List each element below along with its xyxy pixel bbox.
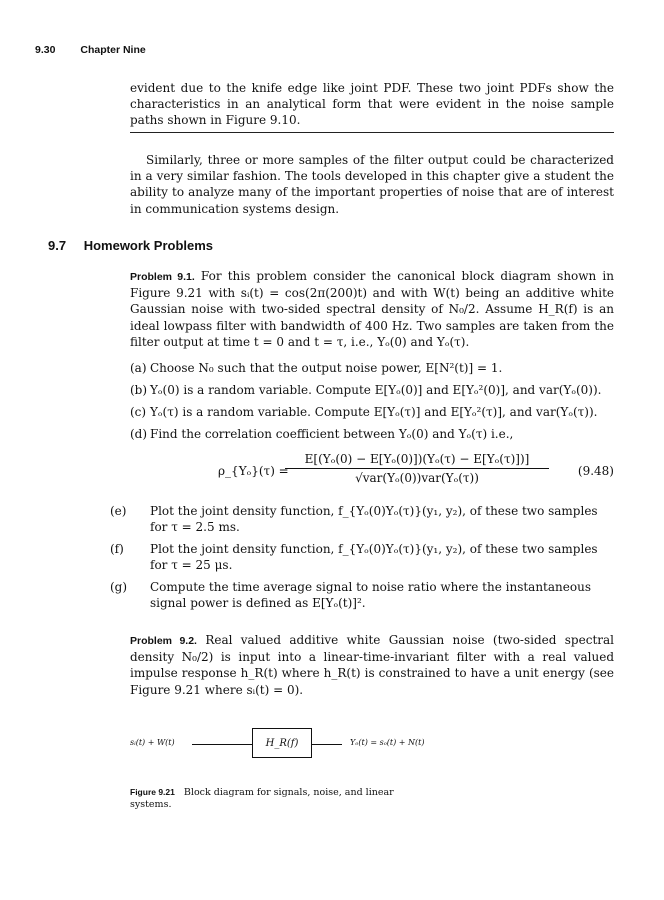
problem-9-2 bbox=[130, 632, 614, 698]
second-paragraph: Similarly, three or more samples of the filter output could be characterized in a very similar fashion. The tools developed in this chapter give a student the ability to analyze many of the important properties of noise that are of interest in communication systems design. bbox=[130, 153, 614, 216]
divider-rule bbox=[130, 132, 614, 133]
equation-lhs: ρ_{Yₒ}(τ) = bbox=[218, 464, 289, 478]
section-number: 9.7 bbox=[48, 238, 67, 253]
intro-paragraph: evident due to the knife edge like joint PDF. These two joint PDFs show the characteristics in an analytical form that were evident in the noise sample paths shown in Figure 9.10. bbox=[130, 81, 614, 128]
item-g-label: (g) bbox=[110, 580, 128, 594]
problem-9-1 bbox=[130, 268, 614, 350]
item-b-text: Yₒ(0) is a random variable. Compute E[Yₒ(0)] and E[Yₒ²(0)], and var(Yₒ(0)). bbox=[150, 383, 602, 397]
figure-caption-label: Figure 9.21 bbox=[130, 787, 175, 797]
block-diagram bbox=[130, 720, 460, 770]
chapter-title: Chapter Nine bbox=[80, 44, 146, 56]
equation-numerator: E[(Yₒ(0) − E[Yₒ(0)])(Yₒ(τ) − E[Yₒ(τ)])] bbox=[285, 452, 549, 469]
item-f-text: Plot the joint density function, f_{Yₒ(0)Yₒ(τ)}(y₁, y₂), of these two samples for τ = 25 μs. bbox=[150, 542, 598, 572]
item-d-text: Find the correlation coefficient between Yₒ(0) and Yₒ(τ) i.e., bbox=[150, 427, 514, 441]
problem-9-2-label: Problem 9.2. bbox=[130, 635, 197, 647]
item-g-text: Compute the time average signal to noise ratio where the instantaneous signal power is defined as E[Yₒ(t)]². bbox=[150, 580, 591, 610]
problem-9-1-label: Problem 9.1. bbox=[130, 271, 195, 283]
item-a-text: Choose N₀ such that the output noise power, E[N²(t)] = 1. bbox=[150, 361, 503, 375]
item-d bbox=[130, 426, 614, 442]
item-a-label: (a) bbox=[130, 361, 147, 375]
item-a bbox=[130, 360, 614, 376]
equation-number: (9.48) bbox=[577, 464, 614, 478]
page-header bbox=[35, 44, 146, 56]
section-heading bbox=[48, 238, 213, 253]
item-e-text: Plot the joint density function, f_{Yₒ(0)Yₒ(τ)}(y₁, y₂), of these two samples for τ = 2.5 ms. bbox=[150, 504, 598, 534]
item-c-text: Yₒ(τ) is a random variable. Compute E[Yₒ(τ)] and E[Yₒ²(τ)], and var(Yₒ(τ)). bbox=[150, 405, 598, 419]
equation-denominator: √var(Yₒ(0))var(Yₒ(τ)) bbox=[355, 471, 479, 485]
problem-9-2-text: Real valued additive white Gaussian noise (two-sided spectral density N₀/2) is input into a linear-time-invariant filter with a real valued impulse response h_R(t) where h_R(t) is constrained to have a unit energy (see Figure 9.21 where sᵢ(t) = 0). bbox=[130, 633, 614, 697]
item-f-label: (f) bbox=[110, 542, 124, 556]
filter-box: H_R(f) bbox=[252, 728, 312, 758]
problem-9-1-text: For this problem consider the canonical block diagram shown in Figure 9.21 with sᵢ(t) = cos(2π(200)t) and with W(t) being an additive white Gaussian noise with two-sided spectral density of N₀/2. Assume H_R(f) is an ideal lowpass filter with bandwidth of 400 Hz. Two samples are taken from the filter output at time t = 0 and t = τ, i.e., Yₒ(0) and Yₒ(τ). bbox=[130, 269, 614, 349]
item-d-label: (d) bbox=[130, 427, 148, 441]
input-line bbox=[192, 744, 252, 745]
item-e-label: (e) bbox=[110, 504, 127, 518]
item-e bbox=[110, 503, 614, 535]
item-f bbox=[110, 541, 614, 573]
figure-caption bbox=[130, 786, 430, 811]
item-c-label: (c) bbox=[130, 405, 147, 419]
page-number: 9.30 bbox=[35, 44, 56, 56]
figure-caption-text: Block diagram for signals, noise, and linear systems. bbox=[130, 787, 394, 810]
diagram-input-label: sᵢ(t) + W(t) bbox=[130, 738, 175, 747]
section-title: Homework Problems bbox=[83, 238, 214, 253]
item-c bbox=[130, 404, 614, 420]
equation-fraction bbox=[285, 452, 549, 485]
item-g bbox=[110, 579, 614, 611]
item-b-label: (b) bbox=[130, 383, 148, 397]
item-b bbox=[130, 382, 614, 398]
output-line bbox=[312, 744, 342, 745]
diagram-output-label: Yₒ(t) = sₒ(t) + N(t) bbox=[350, 738, 425, 747]
equation-9-48 bbox=[130, 452, 614, 492]
